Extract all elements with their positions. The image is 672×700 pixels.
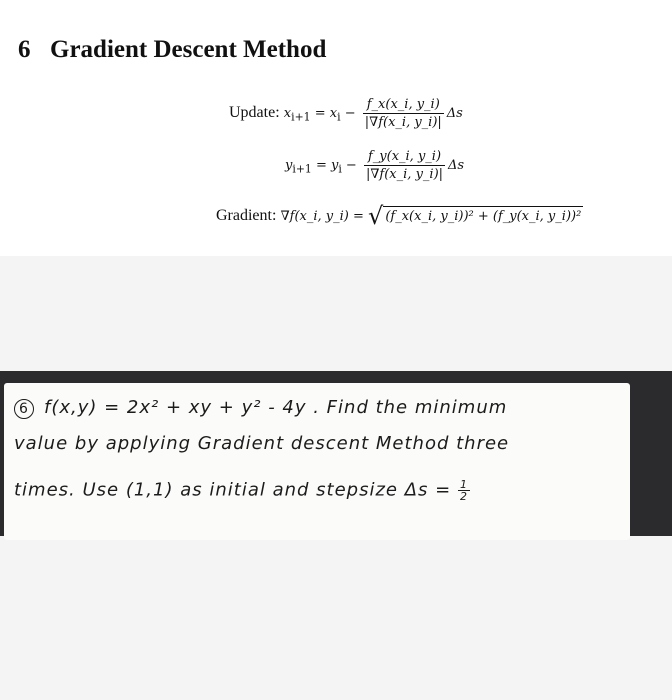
gradient-radicand: (f_x(x_i, y_i))² + (f_y(x_i, y_i))² xyxy=(383,206,583,224)
step-numerator: 1 xyxy=(459,478,468,491)
section-number: 6 xyxy=(18,36,31,63)
sqrt-expression xyxy=(368,202,583,230)
printed-formula-card xyxy=(0,0,672,256)
y-lhs-sub: i+1 xyxy=(292,162,312,176)
x-numerator: f_x(x_i, y_i) xyxy=(363,97,444,114)
section-title: Gradient Descent Method xyxy=(50,36,327,63)
y-numerator: f_y(x_i, y_i) xyxy=(364,149,445,166)
y-lhs: y xyxy=(285,158,293,173)
handwritten-problem xyxy=(4,383,630,540)
update-label: Update: xyxy=(229,104,280,121)
x-denominator: |∇f(x_i, y_i)| xyxy=(364,115,442,130)
y-update-formula xyxy=(285,149,464,182)
y-step: Δs xyxy=(448,158,465,173)
gradient-formula xyxy=(216,202,583,230)
x-fraction xyxy=(363,97,444,130)
x-lhs: x xyxy=(283,106,292,121)
x-lhs-sub: i+1 xyxy=(291,110,311,124)
x-step: Δs xyxy=(446,106,463,121)
gradient-label: Gradient: xyxy=(216,207,277,224)
handwritten-line-2: value by applying Gradient descent Method three xyxy=(14,433,510,454)
handwritten-line-1 xyxy=(14,397,507,419)
handwritten-line-3 xyxy=(14,479,470,502)
circled-number-icon: 6 xyxy=(14,399,34,419)
step-size-fraction xyxy=(458,479,470,502)
step-denominator: 2 xyxy=(459,490,468,503)
sqrt-icon: √ xyxy=(368,202,384,230)
section-heading xyxy=(18,36,326,64)
y-minus: − xyxy=(345,158,357,173)
handwritten-line-3-text: times. Use (1,1) as initial and stepsize Δs = xyxy=(14,479,452,501)
gradient-lhs: ∇f(x_i, y_i) = xyxy=(280,209,364,224)
x-minus: − xyxy=(344,106,356,121)
y-denominator: |∇f(x_i, y_i)| xyxy=(365,167,444,182)
x-update-formula xyxy=(229,97,463,130)
y-fraction xyxy=(364,149,445,182)
y-rhs: = $y_i$ xyxy=(315,158,342,176)
handwritten-line-1-text: f(x,y) = 2x² + xy + y² - 4y . Find the minimum xyxy=(44,397,508,418)
x-rhs: = $x_i$ xyxy=(314,106,341,124)
